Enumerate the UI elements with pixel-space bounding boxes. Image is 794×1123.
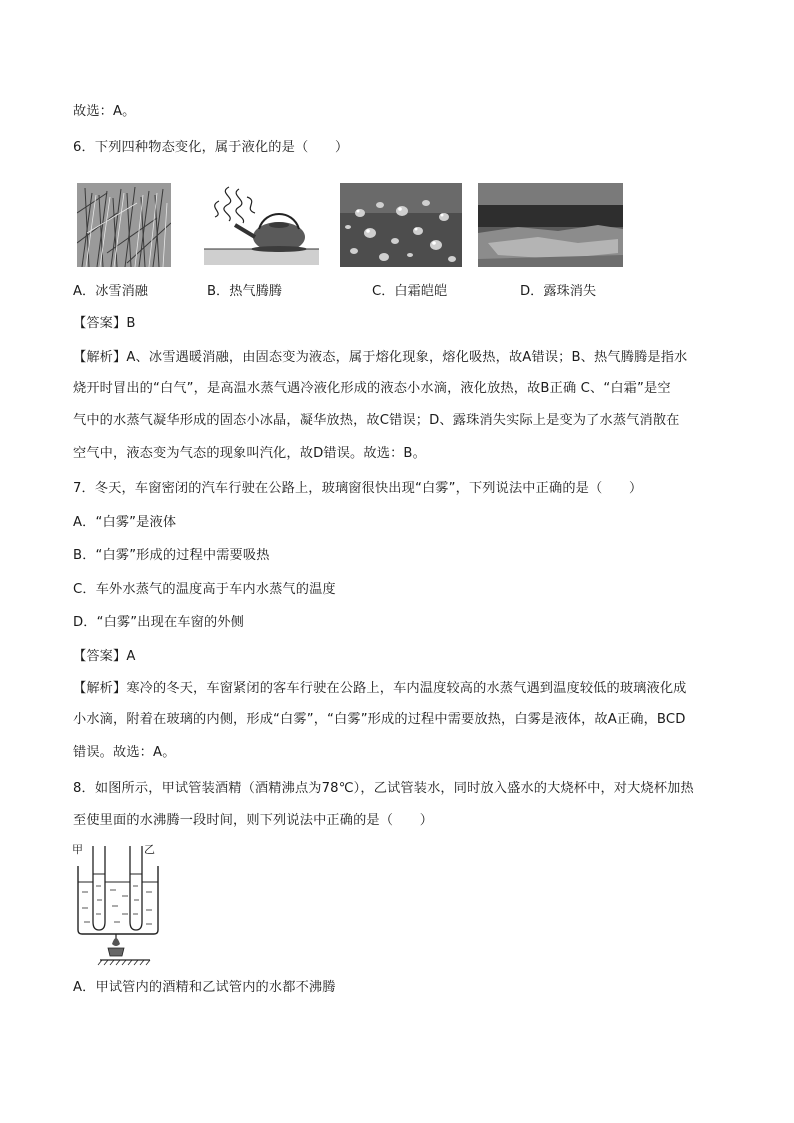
q6-analysis-line: 气中的水蒸气凝华形成的固态小冰晶，凝华放热，故C错误；D、露珠消失实际上是变为了水蒸气消散在	[73, 413, 680, 428]
q6-option-a: A．冰雪消融	[73, 284, 148, 299]
q8-option-a: A．甲试管内的酒精和乙试管内的水都不沸腾	[73, 980, 336, 995]
q6-answer: 【答案】B	[73, 316, 136, 331]
q6-option-d: D．露珠消失	[520, 284, 597, 299]
q6-image-a-grass-frost	[77, 183, 171, 267]
q6-option-b: B．热气腾腾	[207, 284, 282, 299]
q6-analysis-line: 烧开时冒出的“白气”，是高温水蒸气遇冷液化形成的液态小水滴，液化放热，故B正确 C、“白霜”是空	[73, 381, 671, 396]
q7-analysis-line: 【解析】寒冷的冬天，车窗紧闭的客车行驶在公路上，车内温度较高的水蒸气遇到温度较低的玻璃液化成	[73, 681, 687, 696]
q6-image-d-landscape	[478, 183, 623, 267]
q6-stem: 6．下列四种物态变化，属于液化的是（ ）	[73, 140, 349, 155]
q7-analysis-line: 小水滴，附着在玻璃的内侧，形成“白雾”，“白雾”形成的过程中需要放热，白雾是液体，故A正确，BCD	[73, 712, 686, 727]
q6-image-b-kettle-steam	[199, 183, 321, 267]
q6-analysis-line: 空气中，液态变为气态的现象叫汽化，故D错误。故选：B。	[73, 446, 426, 461]
q8-stem-line: 至使里面的水沸腾一段时间，则下列说法中正确的是（ ）	[73, 813, 434, 828]
q7-answer: 【答案】A	[73, 649, 136, 664]
q7-option-d: D．“白雾”出现在车窗的外侧	[73, 615, 244, 630]
q7-option-a: A．“白雾”是液体	[73, 515, 177, 530]
q8-label-jia: 甲	[72, 843, 83, 856]
q8-label-yi: 乙	[144, 843, 155, 856]
q7-analysis-line: 错误。故选：A。	[73, 745, 176, 760]
q8-figure-beaker-test-tubes	[70, 844, 170, 970]
q6-option-c: C．白霜皑皑	[372, 284, 448, 299]
q7-option-c: C．车外水蒸气的温度高于车内水蒸气的温度	[73, 582, 336, 597]
q7-stem: 7．冬天，车窗密闭的汽车行驶在公路上，玻璃窗很快出现“白雾”，下列说法中正确的是（ ）	[73, 481, 643, 496]
q6-analysis-line: 【解析】A、冰雪遇暖消融，由固态变为液态，属于熔化现象，熔化吸热，故A错误；B、热气腾腾是指水	[73, 350, 688, 365]
prev-conclusion: 故选：A。	[73, 104, 136, 119]
q8-stem-line: 8．如图所示，甲试管装酒精（酒精沸点为78℃），乙试管装水，同时放入盛水的大烧杯中，对大烧杯加热	[73, 781, 694, 796]
q6-image-c-water-droplets	[340, 183, 462, 267]
q7-option-b: B．“白雾”形成的过程中需要吸热	[73, 548, 270, 563]
